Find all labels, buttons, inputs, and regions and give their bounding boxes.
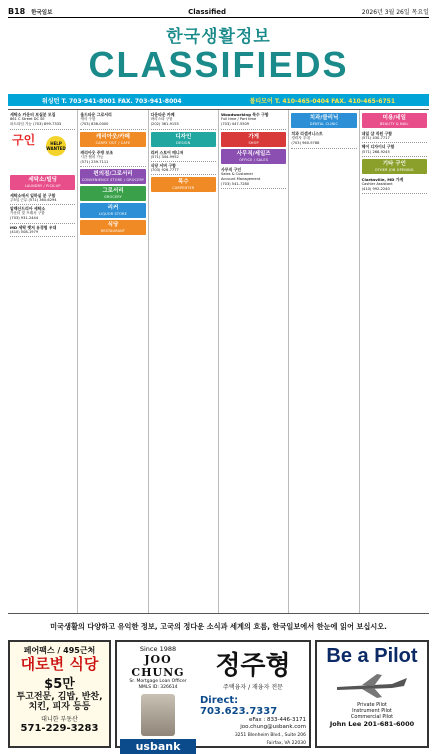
category-food: 식당 RESTAURANT — [80, 220, 145, 235]
masthead — [8, 22, 429, 92]
list-item: 네일 샵 직원 구함 (571) 430-7717 — [362, 130, 427, 143]
mortgage-ad: Since 1988 JOO CHUNG Sr. Mortgage Loan Officer NMLS ID: 326614 usbank 정주형 주택융자 / 재융자 전문 Direct: 703.623.7337 eFax : 833-446-3171 joo.chung@usbank.com 3251 Blenheim Blvd., Suite 206 Fairfax, VA 22030 — [115, 640, 311, 748]
list-item: 헤어 디자이너 구함 (571) 268-9245 — [362, 143, 427, 156]
column-2 — [78, 110, 148, 613]
category-carpenter: 목수 CARPENTER — [151, 177, 216, 192]
page-header — [8, 6, 429, 18]
airplane-icon — [332, 670, 412, 700]
pilot-school-ad: Be a Pilot Private Pilot Instrument Pilot Commercial Pilot John Lee 201-681-6000 — [315, 640, 429, 748]
category-dental: 치과/클리닉 DENTAL CLINIC — [291, 113, 356, 128]
category-office: 사무직/세일즈 OFFICE / SALES — [221, 149, 286, 164]
category-grocery: 그로서리 GROCERY — [80, 186, 145, 201]
contact-bar — [8, 94, 429, 106]
category-store: 편의점/그로서리 CONVENIENCE STORE / GROCERY — [81, 171, 145, 183]
category-liquor: 리커 LIQUOR STORE — [80, 203, 145, 218]
column-4 — [219, 110, 289, 613]
contact-baltimore: 볼티모어 T. 410-465-0404 FAX. 410-465-6751 — [249, 97, 395, 105]
column-3 — [149, 110, 219, 613]
category-tech: 가게 SHOP — [221, 132, 286, 147]
list-item: MD 세탁 렛저 유경험 우대 (410) 508-1979 — [10, 224, 75, 237]
list-item: 리커 스토어 매니저 (571) 344-9952 — [151, 149, 216, 162]
list-item: 알렉산드리아 세탁소 카운터 및 프레서 구함 (703) 931-2444 — [10, 205, 75, 224]
list-item: 캐리아웃 주방 보조 시간 협의 가능 (571) 239-7111 — [80, 149, 145, 168]
promo-banner: 미국생활의 다양하고 유익한 정보, 고국의 정다운 소식과 세계의 흐름, 한국일보에서 한눈에 읽어 보십시오. — [50, 622, 387, 631]
category-laundry: 세탁소/빌딩 LAUNDRY / PICK-UP — [10, 175, 75, 190]
list-item: Woodworking 목수 구함 Full time / Part time (703) 447-5509 — [221, 111, 286, 130]
list-item: 세탁소 카운터 보실분 모집 861 C Street DC SE 파트타임 가능 (703) 899-7333 — [10, 111, 75, 130]
paper-name: 한국일보 — [31, 10, 53, 16]
category-beauty: 미용/네일 BEAUTY & NAIL — [362, 113, 427, 128]
category-misc: 기타 구인 OTHER JOB OPENING — [362, 159, 427, 174]
contact-washington: 워싱턴 T. 703-941-8001 FAX. 703-941-8004 — [41, 97, 182, 105]
column-5 — [289, 110, 359, 613]
date-label: 2026년 3월 26일 목요일 — [361, 9, 429, 16]
masthead-english: CLASSIFIEDS — [88, 44, 349, 85]
help-label: 구인 — [12, 132, 36, 147]
list-item: 식당 서버 구함 (703) 926-7777 — [151, 162, 216, 175]
display-ads — [8, 640, 429, 753]
classified-grid — [8, 109, 429, 614]
list-item: 치과 리셉셔니스트 경력자 우대 (703) 960-9788 — [291, 130, 356, 149]
list-item: 다운타운 카페 바리스타 구함 (202) 361-9155 — [151, 111, 216, 130]
bank-logo: usbank — [120, 739, 196, 754]
masthead-korean: 한국생활정보 — [166, 27, 271, 47]
list-item: 사무직 구인 Sales & Customer Account Management (703) 541-7280 — [221, 166, 286, 190]
list-item: Clarksville, MD 가게 Cashier Assistant (410) 992-2240 — [362, 176, 427, 195]
portrait-photo — [141, 694, 175, 736]
help-badge: HELP WANTED — [46, 136, 66, 156]
category-design: 디자인 DESIGN — [151, 132, 216, 147]
section-title: Classified — [188, 7, 227, 16]
category-restaurant: 캐리아웃/카페 CARRY OUT / CAFE — [80, 132, 145, 147]
list-item: 세탁소에서 일하실 분 구함 주5일 근무 (571) 360-6294 — [10, 192, 75, 205]
restaurant-sale-ad: 페어팩스 / 495근처 대로변 식당 $5만 투고전문, 김밥, 반찬, 치킨, 피자 등등 대니한 부동산 571-229-3283 — [8, 640, 111, 748]
page-number: B18 — [8, 7, 26, 16]
column-6 — [360, 110, 429, 613]
column-1 — [8, 110, 78, 613]
help-wanted-graphic — [10, 132, 75, 172]
list-item: 올드타운 그로서리 캐셔 구함 (703) 836-0000 — [80, 111, 145, 130]
